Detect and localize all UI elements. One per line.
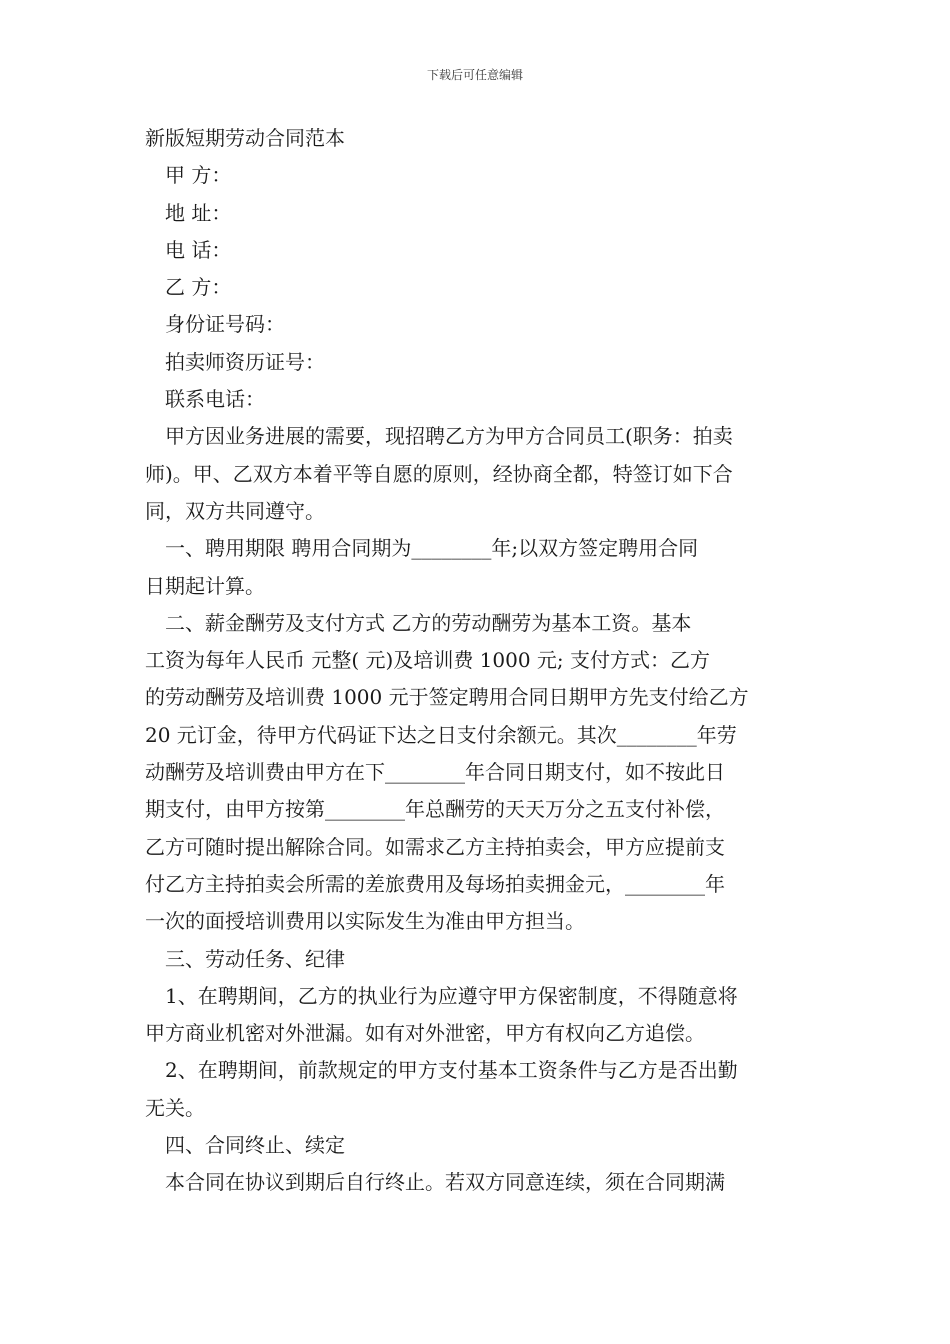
paragraph-line: 本合同在协议到期后自行终止。若双方同意连续，须在合同期满 bbox=[165, 1170, 725, 1195]
field-party-a: 甲 方： bbox=[165, 163, 232, 188]
paragraph-line: 日期起计算。 bbox=[145, 573, 265, 598]
clause-2: 2、在聘期间，前款规定的甲方支付基本工资条件与乙方是否出勤 bbox=[165, 1058, 738, 1083]
paragraph-line: 动酬劳及培训费由甲方在下________年合同日期支付，如不按此日 bbox=[145, 760, 725, 785]
document-body bbox=[145, 120, 807, 1202]
section-heading-salary: 二、薪金酬劳及支付方式 乙方的劳动酬劳为基本工资。基本 bbox=[165, 610, 692, 635]
paragraph-line: 甲方商业机密对外泄漏。如有对外泄密，甲方有权向乙方追偿。 bbox=[145, 1021, 705, 1046]
section-heading-duties: 三、劳动任务、纪律 bbox=[165, 946, 345, 971]
page-header-note: 下载后可任意编辑 bbox=[426, 68, 523, 82]
field-address: 地 址： bbox=[165, 200, 232, 225]
field-id-number: 身份证号码： bbox=[165, 312, 285, 337]
paragraph-line: 乙方可随时提出解除合同。如需求乙方主持拍卖会，甲方应提前支 bbox=[145, 834, 725, 859]
paragraph-line: 期支付，由甲方按第________年总酬劳的天天万分之五支付补偿， bbox=[145, 797, 725, 822]
paragraph-line: 甲方因业务进展的需要，现招聘乙方为甲方合同员工(职务：拍卖 bbox=[165, 424, 733, 449]
paragraph-line: 师)。甲、乙双方本着平等自愿的原则，经协商全都，特签订如下合 bbox=[145, 461, 733, 486]
paragraph-line: 同，双方共同遵守。 bbox=[145, 498, 325, 523]
paragraph-line: 付乙方主持拍卖会所需的差旅费用及每场拍卖拥金元，________年 bbox=[145, 871, 725, 896]
document-title: 新版短期劳动合同范本 bbox=[145, 126, 345, 150]
field-phone: 电 话： bbox=[165, 237, 232, 262]
paragraph-line: 工资为每年人民币 元整( 元)及培训费 1000 元; 支付方式：乙方 bbox=[145, 648, 711, 673]
field-party-b: 乙 方： bbox=[165, 275, 232, 300]
paragraph-line: 无关。 bbox=[145, 1095, 205, 1120]
section-heading-termination: 四、合同终止、续定 bbox=[165, 1133, 345, 1158]
paragraph-line: 的劳动酬劳及培训费 1000 元于签定聘用合同日期甲方先支付给乙方 bbox=[145, 685, 749, 710]
section-heading-term: 一、聘用期限 聘用合同期为________年;以双方签定聘用合同 bbox=[165, 536, 699, 561]
field-contact-phone: 联系电话： bbox=[165, 387, 265, 412]
field-auctioneer-cert: 拍卖师资历证号： bbox=[165, 349, 325, 374]
paragraph-line: 一次的面授培训费用以实际发生为准由甲方担当。 bbox=[145, 909, 585, 934]
paragraph-line: 20 元订金，待甲方代码证下达之日支付余额元。其次________年劳 bbox=[145, 722, 737, 747]
clause-1: 1、在聘期间，乙方的执业行为应遵守甲方保密制度，不得随意将 bbox=[165, 983, 738, 1008]
